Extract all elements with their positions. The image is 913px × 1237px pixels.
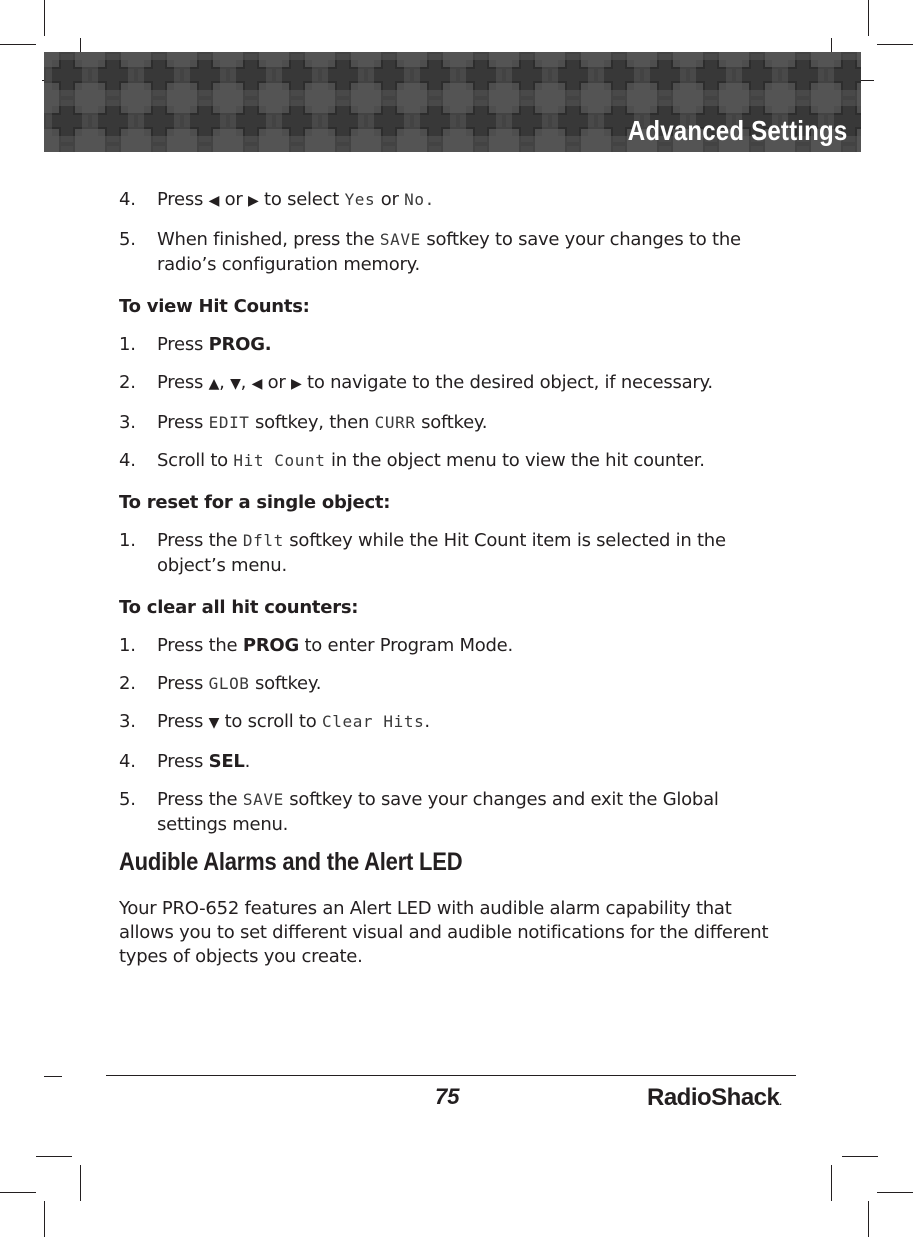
crop-mark [44,1201,45,1237]
section-heading: Audible Alarms and the Alert LED [119,848,463,876]
lcd-text: SAVE [242,790,284,809]
list-item: 4. Scroll to Hit Count in the object menu to view the hit counter. [119,450,705,471]
crop-mark [80,1165,81,1201]
right-arrow-icon: ▶ [291,376,302,392]
list-item: 5. Press the SAVE softkey to save your changes and exit the Global settings menu. [119,789,719,835]
crop-mark [842,1156,878,1157]
down-arrow-icon: ▼ [208,715,220,731]
lcd-text: Dflt [242,531,284,550]
lcd-text: Yes [344,190,376,209]
lcd-text: EDIT [208,413,250,432]
crop-mark [44,1076,62,1077]
page-number: 75 [435,1084,460,1109]
list-item: 2. Press GLOB softkey. [119,673,322,694]
footer-divider [106,1075,796,1076]
crop-mark [831,1165,832,1201]
subheading-clear-all: To clear all hit counters: [119,597,359,618]
lcd-text: Hit Count [233,451,326,470]
crop-mark [44,0,45,36]
crop-mark [0,1192,36,1193]
lcd-text: GLOB [208,674,250,693]
list-item: 4. Press SEL. [119,751,251,772]
lcd-text: CURR [374,413,416,432]
subheading-reset-single: To reset for a single object: [119,492,391,513]
subheading-hit-counts: To view Hit Counts: [119,296,310,317]
brand-logo: RadioShack. [647,1084,782,1111]
crop-mark [0,44,36,45]
crop-mark [36,1156,72,1157]
lcd-text: No. [404,190,435,209]
left-arrow-icon: ◀ [208,193,220,209]
main-content [119,187,779,969]
list-item: 3. Press ▼ to scroll to Clear Hits. [119,711,430,732]
list-item: 2. Press ▲, ▼, ◀ or ▶ to navigate to the desired object, if necessary. [119,372,713,393]
list-item: 5. When finished, press the SAVE softkey to save your changes to the radio’s configuration memory. [119,229,741,275]
list-item: 3. Press EDIT softkey, then CURR softkey. [119,412,488,433]
right-arrow-icon: ▶ [248,193,259,209]
down-arrow-icon: ▼ [230,376,241,392]
page-title: Advanced Settings [627,115,847,146]
crop-mark [877,1192,913,1193]
up-arrow-icon: ▲ [208,376,220,392]
crop-mark [868,0,869,36]
crop-mark [868,1201,869,1237]
lcd-text: SAVE [379,230,421,249]
list-item: 4. Press ◀ or ▶ to select Yes or No. [119,189,435,210]
list-item: 1. Press PROG. [119,334,272,355]
lcd-text: Clear Hits [322,712,425,731]
left-arrow-icon: ◀ [251,376,263,392]
crop-mark [877,44,913,45]
body-paragraph: Your PRO-652 features an Alert LED with audible alarm capability that allows you to set different visual and audible notifications for the different types of objects you create. [119,898,769,967]
list-item: 1. Press the PROG to enter Program Mode. [119,635,513,656]
list-item: 1. Press the Dflt softkey while the Hit Count item is selected in the object’s menu. [119,530,726,576]
